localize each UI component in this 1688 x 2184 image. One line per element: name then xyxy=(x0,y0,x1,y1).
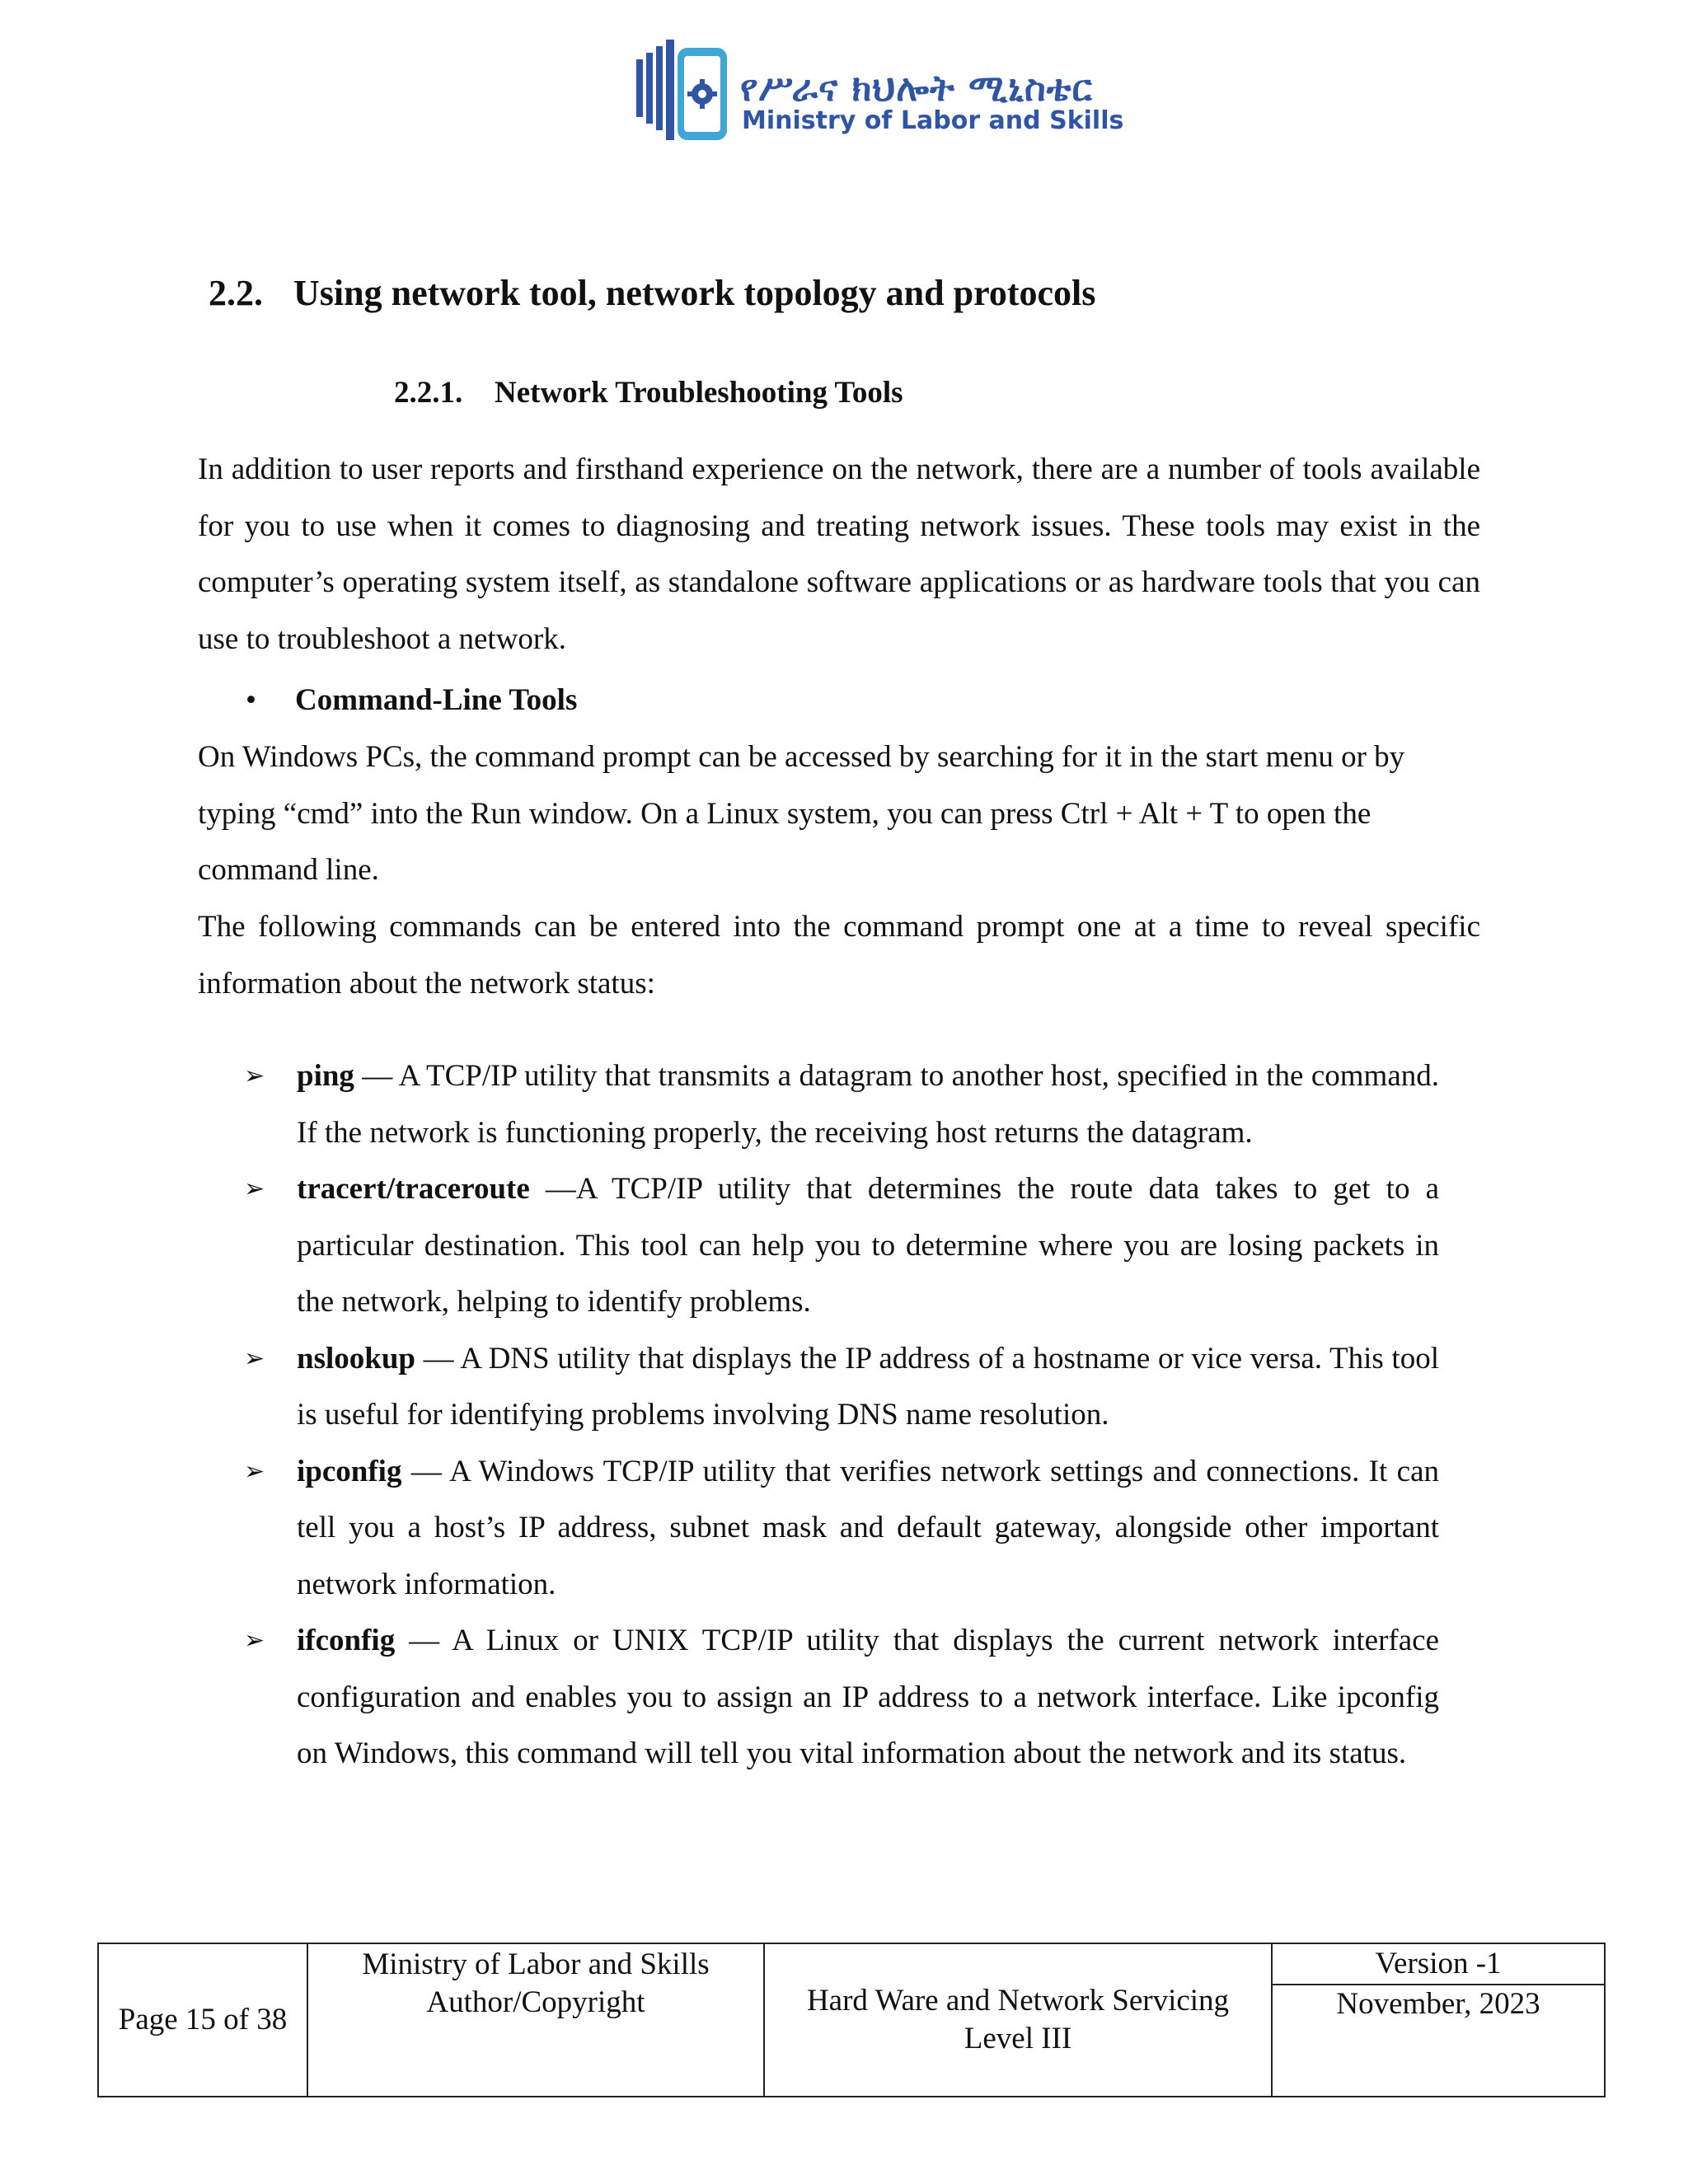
arrow-bullet-icon: ➢ xyxy=(244,1343,265,1373)
bullet-label: Command-Line Tools xyxy=(295,683,578,717)
section-title: Using network tool, network topology and protocols xyxy=(293,273,1096,313)
list-item xyxy=(244,1161,1439,1331)
command-description: — A Linux or UNIX TCP/IP utility that displays the current network interface configuration and enables you to assign an IP address to a network interface. Like ipconfig on Windows, this command will tell you vital information about the network and its status. xyxy=(297,1624,1439,1770)
footer-author xyxy=(307,1943,764,2097)
list-item xyxy=(244,1331,1439,1444)
footer-author-line1: Ministry of Labor and Skills xyxy=(362,1947,710,1981)
command-name: ifconfig xyxy=(297,1624,396,1657)
ministry-logo xyxy=(635,36,1124,153)
logo-english-text: Ministry of Labor and Skills xyxy=(742,106,1124,135)
list-item xyxy=(244,1444,1439,1614)
list-item xyxy=(244,1048,1439,1161)
command-name: tracert/traceroute xyxy=(297,1172,530,1206)
footer-course xyxy=(764,1943,1272,2097)
arrow-bullet-icon: ➢ xyxy=(244,1626,265,1655)
footer-course-line1: Hard Ware and Network Servicing xyxy=(806,1984,1230,2018)
command-description: —A TCP/IP utility that determines the route data takes to get to a particular destination. This tool can help you to determine where you are losing packets in the network, helping to identify problems. xyxy=(297,1172,1439,1319)
command-list xyxy=(244,1048,1439,1783)
arrow-bullet-icon: ➢ xyxy=(244,1062,265,1090)
subsection-title: Network Troubleshooting Tools xyxy=(495,376,903,410)
footer-page-number: Page 15 of 38 xyxy=(98,1943,307,2097)
footer-version: Version -1 xyxy=(1272,1943,1605,1985)
page-footer xyxy=(97,1943,1606,2097)
section-number: 2.2. xyxy=(209,273,263,313)
subsection-number: 2.2.1. xyxy=(394,376,463,410)
section-heading xyxy=(209,272,1095,314)
command-name: nslookup xyxy=(297,1341,415,1376)
footer-date: November, 2023 xyxy=(1272,1985,1605,2097)
arrow-bullet-icon: ➢ xyxy=(244,1456,265,1486)
arrow-bullet-icon: ➢ xyxy=(244,1174,265,1203)
command-name: ping xyxy=(297,1059,354,1093)
command-description: — A DNS utility that displays the IP address of a hostname or vice versa. This tool is useful for identifying problems involving DNS name resolution. xyxy=(297,1341,1439,1432)
following-paragraph: The following commands can be entered into the command prompt one at a time to reveal specific information about the network status: xyxy=(198,910,1480,1001)
bullet-dot: • xyxy=(246,683,256,717)
command-name: ipconfig xyxy=(297,1454,402,1488)
footer-course-line2: Level III xyxy=(964,2022,1072,2055)
windows-paragraph: On Windows PCs, the command prompt can be accessed by searching for it in the start menu or by typing “cmd” into the Run window. On a Linux system, you can press Ctrl + Alt + T to open the command line. xyxy=(198,740,1405,887)
command-description: — A TCP/IP utility that transmits a datagram to another host, specified in the command. If the network is functioning properly, the receiving host returns the datagram. xyxy=(297,1059,1439,1150)
subsection-heading xyxy=(394,375,903,410)
logo-amharic-text: የሥራና ክህሎት ሚኒስቴር xyxy=(740,68,1093,110)
list-item xyxy=(244,1613,1439,1783)
footer-author-line2: Author/Copyright xyxy=(426,1985,645,2019)
intro-paragraph: In addition to user reports and firsthand experience on the network, there are a number of tools available for you to use when it comes to diagnosing and treating network issues. These tools may exist in the computer’s operating system itself, as standalone software applications or as hardware tools that you can use to troubleshoot a network. xyxy=(198,452,1480,656)
command-description: — A Windows TCP/IP utility that verifies network settings and connections. It can tell you a host’s IP address, subnet mask and default gateway, alongside other important network information. xyxy=(297,1454,1439,1601)
ministry-logo-icon xyxy=(635,36,738,153)
